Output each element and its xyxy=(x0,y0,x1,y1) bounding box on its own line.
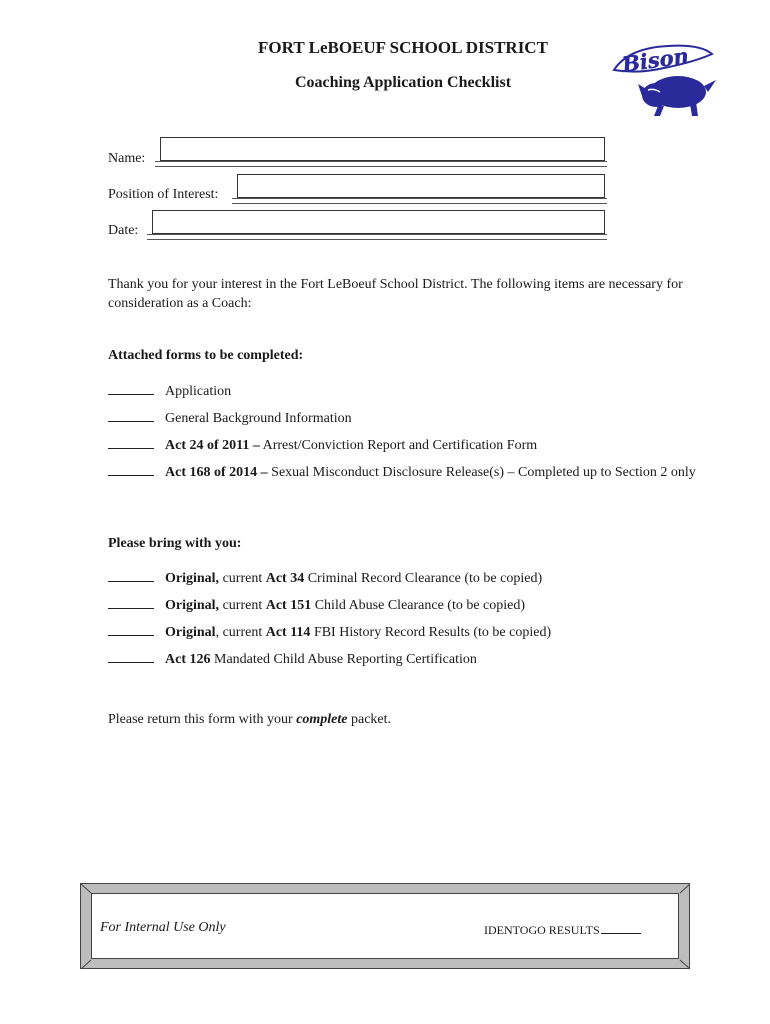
list-item: Act 24 of 2011 – Arrest/Conviction Report and Certification Form xyxy=(108,432,708,459)
bring-heading: Please bring with you: xyxy=(108,536,242,551)
document-subtitle: Coaching Application Checklist xyxy=(294,74,512,91)
internal-use-label: For Internal Use Only xyxy=(100,920,226,935)
identogo-blank[interactable] xyxy=(601,922,641,934)
check-blank[interactable] xyxy=(108,648,154,663)
identogo-results: IDENTOGO RESULTS xyxy=(484,922,641,938)
name-input[interactable] xyxy=(160,137,605,161)
internal-use-box xyxy=(80,883,690,969)
date-label: Date: xyxy=(108,223,139,238)
list-item: Original, current Act 34 Criminal Record Clearance (to be copied) xyxy=(108,565,708,592)
list-item: Original, current Act 151 Child Abuse Clearance (to be copied) xyxy=(108,592,708,619)
check-blank[interactable] xyxy=(108,380,154,395)
list-item: Original, current Act 114 FBI History Record Results (to be copied) xyxy=(108,619,708,646)
check-blank[interactable] xyxy=(108,461,154,476)
check-blank[interactable] xyxy=(108,594,154,609)
bison-logo-icon xyxy=(608,40,718,118)
return-note: Please return this form with your complete packet. xyxy=(108,712,392,727)
list-item: Act 126 Mandated Child Abuse Reporting Certification xyxy=(108,646,708,673)
position-label: Position of Interest: xyxy=(108,187,219,202)
intro-paragraph: Thank you for your interest in the Fort LeBoeuf School District. The following items are necessary for consideration as a Coach: xyxy=(108,277,683,311)
document-title: FORT LeBOEUF SCHOOL DISTRICT xyxy=(258,38,548,57)
attached-heading: Attached forms to be completed: xyxy=(108,348,304,363)
list-item: General Background Information xyxy=(108,405,708,432)
name-label: Name: xyxy=(108,151,146,166)
name-underline xyxy=(155,161,607,167)
logo-text: Bison xyxy=(620,42,691,77)
date-input[interactable] xyxy=(152,210,605,234)
position-input[interactable] xyxy=(237,174,605,198)
check-blank[interactable] xyxy=(108,434,154,449)
date-underline xyxy=(147,234,607,240)
list-item: Act 168 of 2014 – Sexual Misconduct Disclosure Release(s) – Completed up to Section 2 only xyxy=(108,459,708,486)
check-blank[interactable] xyxy=(108,621,154,636)
internal-use-panel xyxy=(91,893,679,959)
check-blank[interactable] xyxy=(108,407,154,422)
list-item: Application xyxy=(108,378,708,405)
check-blank[interactable] xyxy=(108,567,154,582)
position-underline xyxy=(232,198,607,204)
